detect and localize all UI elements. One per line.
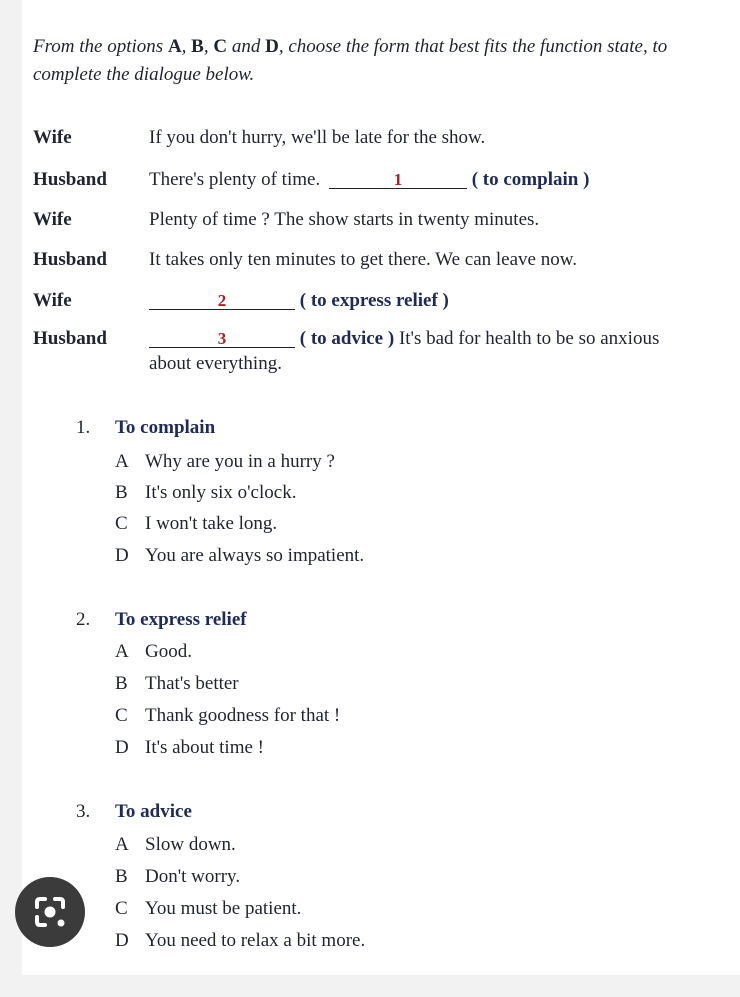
- option-2b[interactable]: B That's better: [115, 673, 239, 694]
- option-1a[interactable]: A Why are you in a hurry ?: [115, 451, 335, 472]
- question-1-title: 1. To complain: [76, 417, 216, 438]
- bottom-strip: [0, 975, 740, 997]
- dialogue-text: Plenty of time ? The show starts in twenty minutes.: [149, 209, 540, 230]
- dialogue-text: It takes only ten minutes to get there. We can leave now.: [149, 249, 577, 270]
- dialogue-text: It's bad for health to be so anxious: [394, 328, 660, 349]
- dialogue-continuation: about everything.: [149, 353, 282, 374]
- left-margin-strip: [0, 0, 22, 997]
- lens-search-button[interactable]: [15, 877, 85, 947]
- lens-search-icon: [15, 877, 85, 947]
- option-3a[interactable]: A Slow down.: [115, 834, 236, 855]
- answer-blank-2[interactable]: 2: [149, 291, 295, 310]
- answer-blank-3[interactable]: 3: [149, 329, 295, 348]
- option-3d[interactable]: D You need to relax a bit more.: [115, 930, 366, 951]
- function-label: ( to complain ): [471, 169, 590, 190]
- dialogue-text: There's plenty of time.: [149, 169, 321, 190]
- dialogue-text: If you don't hurry, we'll be late for the show.: [149, 127, 486, 148]
- option-2a[interactable]: A Good.: [115, 641, 192, 662]
- function-label: ( to express relief ): [299, 290, 449, 311]
- option-1d[interactable]: D You are always so impatient.: [115, 545, 365, 566]
- speaker: Wife: [33, 127, 72, 148]
- option-1c[interactable]: C I won't take long.: [115, 513, 278, 534]
- question-3-title: 3. To advice: [76, 801, 192, 822]
- speaker: Wife: [33, 209, 72, 230]
- option-2d[interactable]: D It's about time !: [115, 737, 264, 758]
- option-1b[interactable]: B It's only six o'clock.: [115, 482, 297, 503]
- option-3b[interactable]: B Don't worry.: [115, 866, 241, 887]
- speaker: Husband: [33, 249, 107, 270]
- question-2-title: 2. To express relief: [76, 609, 247, 630]
- function-label: ( to advice ): [299, 328, 395, 349]
- option-3c[interactable]: C You must be patient.: [115, 898, 302, 919]
- speaker: Wife: [33, 290, 72, 311]
- answer-blank-1[interactable]: 1: [329, 170, 467, 189]
- instructions: From the options A, B, C and D, choose the form that best fits the function state, to complete the dialogue below.: [33, 36, 668, 85]
- speaker: Husband: [33, 169, 107, 190]
- speaker: Husband: [33, 328, 107, 349]
- option-2c[interactable]: C Thank goodness for that !: [115, 705, 341, 726]
